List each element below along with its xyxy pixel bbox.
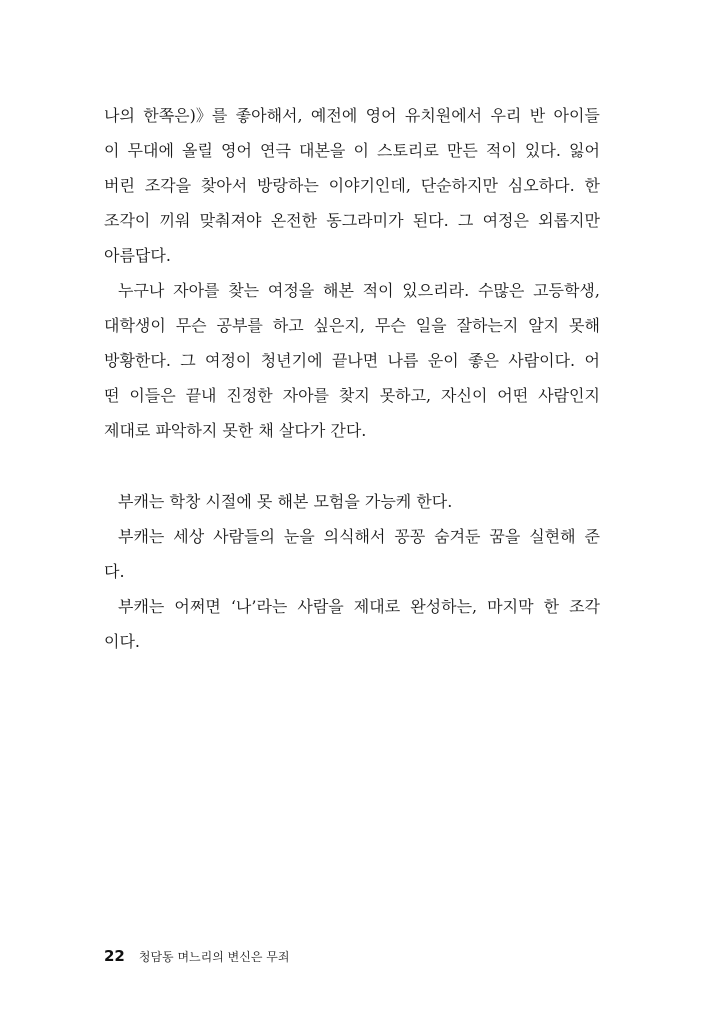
word: 마지막 (487, 597, 534, 616)
word: 올릴 (182, 141, 213, 160)
text-line: 다. (104, 562, 125, 581)
word: 실현해 (529, 527, 576, 546)
word: 떤 (104, 386, 120, 405)
word: 자신이 (441, 386, 488, 405)
word: 사람인지 (538, 386, 600, 405)
word: 부캐는 (118, 527, 165, 546)
word: 좋은 (468, 351, 499, 370)
word: 심오하다. (507, 176, 575, 195)
word: 단순하지만 (420, 176, 498, 195)
word: 방랑하는 (256, 176, 319, 195)
word: 꽁꽁 (394, 527, 426, 546)
text-line (104, 203, 600, 238)
page-footer (104, 946, 289, 966)
word: 우리 (490, 106, 522, 125)
word: 끝내 (185, 386, 217, 405)
word: 조각을 (144, 176, 192, 195)
text-line (104, 308, 600, 343)
word: 일을 (415, 316, 447, 335)
paragraph-4 (104, 519, 600, 589)
word: 좋아해서, (235, 106, 303, 125)
page-body (104, 98, 600, 659)
word: 연극 (260, 141, 291, 160)
word: 있으리라. (402, 281, 470, 300)
word: 나의 (104, 106, 135, 125)
word: 외롭지만 (538, 211, 600, 230)
word: 영어 (221, 141, 252, 160)
word: 사람이다. (508, 351, 576, 370)
word: 눈을 (283, 527, 315, 546)
word: 예전에 (310, 106, 358, 125)
word: 여정을 (267, 281, 315, 300)
text-line (104, 273, 600, 308)
word: 고등학생, (533, 281, 600, 300)
word: 나름 (387, 351, 419, 370)
word: 어쩌면 (174, 597, 221, 616)
word: 의식해서 (323, 527, 386, 546)
word: 끝나면 (331, 351, 379, 370)
word: 대본을 (299, 141, 346, 160)
word: 부캐는 (118, 597, 165, 616)
paragraph-1 (104, 98, 600, 273)
text-line (104, 519, 600, 554)
word: 알지 (528, 316, 560, 335)
word: 여정은 (482, 211, 529, 230)
word: 제대로 (353, 597, 401, 616)
word: 유치원에서 (404, 106, 483, 125)
text-line: 아름답다. (104, 246, 171, 265)
word: 찾지 (338, 386, 370, 405)
word: 잃어 (568, 141, 600, 160)
word: 싶은지, (313, 316, 366, 335)
word: 숨겨둔 (434, 527, 481, 546)
word: 어떤 (497, 386, 529, 405)
running-title: 청담동 며느리의 변신은 무죄 (138, 950, 290, 964)
word: 된다. (412, 211, 449, 230)
word: 이들은 (129, 386, 176, 405)
text-line: 이다. (104, 632, 140, 651)
word: 어 (584, 351, 600, 370)
word: ‘나’라는 (230, 597, 288, 616)
word: 못해 (568, 316, 600, 335)
word: 사람을 (297, 597, 344, 616)
word: 공부를 (216, 316, 263, 335)
word: 누구나 (118, 281, 165, 300)
word: 잘하는지 (456, 316, 519, 335)
section-break (104, 448, 600, 484)
text-line (104, 98, 600, 133)
text-line (104, 168, 600, 203)
text-line (104, 589, 600, 624)
word: 동그라미가 (326, 211, 404, 230)
word: 찾는 (228, 281, 260, 300)
word: 적이 (485, 141, 517, 160)
word: 무슨 (175, 316, 207, 335)
word: 수많은 (477, 281, 525, 300)
word: 자아를 (282, 386, 330, 405)
word: 버린 (104, 176, 135, 195)
word: 준 (584, 527, 600, 546)
word: 사람들의 (213, 527, 275, 546)
word: 반 (529, 106, 546, 125)
word: 조각이 (104, 211, 151, 230)
word: 아이들 (553, 106, 600, 125)
word: 맞춰져야 (199, 211, 262, 230)
word: 이 (104, 141, 120, 160)
word: 한 (584, 176, 600, 195)
paragraph-2 (104, 273, 600, 448)
word: 스토리로 (377, 141, 439, 160)
word: 이 (353, 141, 369, 160)
word: 무슨 (374, 316, 406, 335)
word: 세상 (173, 527, 205, 546)
word: 찾아서 (200, 176, 248, 195)
word: 해본 (322, 281, 354, 300)
word: 여정이 (205, 351, 252, 370)
page-number: 22 (104, 947, 125, 965)
word: 하고 (272, 316, 304, 335)
word: 끼워 (159, 211, 191, 230)
word: 영어 (365, 106, 397, 125)
text-line: 제대로 파악하지 못한 채 살다가 간다. (104, 421, 367, 440)
word: 꿈을 (489, 527, 521, 546)
text-line: 부캐는 학창 시절에 못 해본 모험을 가능케 한다. (118, 492, 453, 511)
word: 적이 (362, 281, 394, 300)
word: 진정한 (226, 386, 273, 405)
word: 대학생이 (104, 316, 166, 335)
word: 만든 (446, 141, 478, 160)
text-line (104, 378, 600, 413)
word: 자아를 (173, 281, 220, 300)
word: 운이 (427, 351, 459, 370)
word: 한 (543, 597, 560, 616)
word: 그 (457, 211, 474, 230)
word: 못하고, (379, 386, 432, 405)
word: 온전한 (270, 211, 318, 230)
word: 있다. (524, 141, 561, 160)
word: 한쪽은)》를 (143, 106, 228, 125)
paragraph-5 (104, 589, 600, 659)
paragraph-3 (104, 484, 600, 519)
word: 완성하는, (410, 597, 478, 616)
word: 무대에 (127, 141, 174, 160)
word: 이야기인데, (328, 176, 411, 195)
text-line (104, 343, 600, 378)
word: 청년기에 (260, 351, 323, 370)
text-line (104, 133, 600, 168)
word: 그 (180, 351, 196, 370)
word: 조각 (569, 597, 600, 616)
word: 방황한다. (104, 351, 171, 370)
